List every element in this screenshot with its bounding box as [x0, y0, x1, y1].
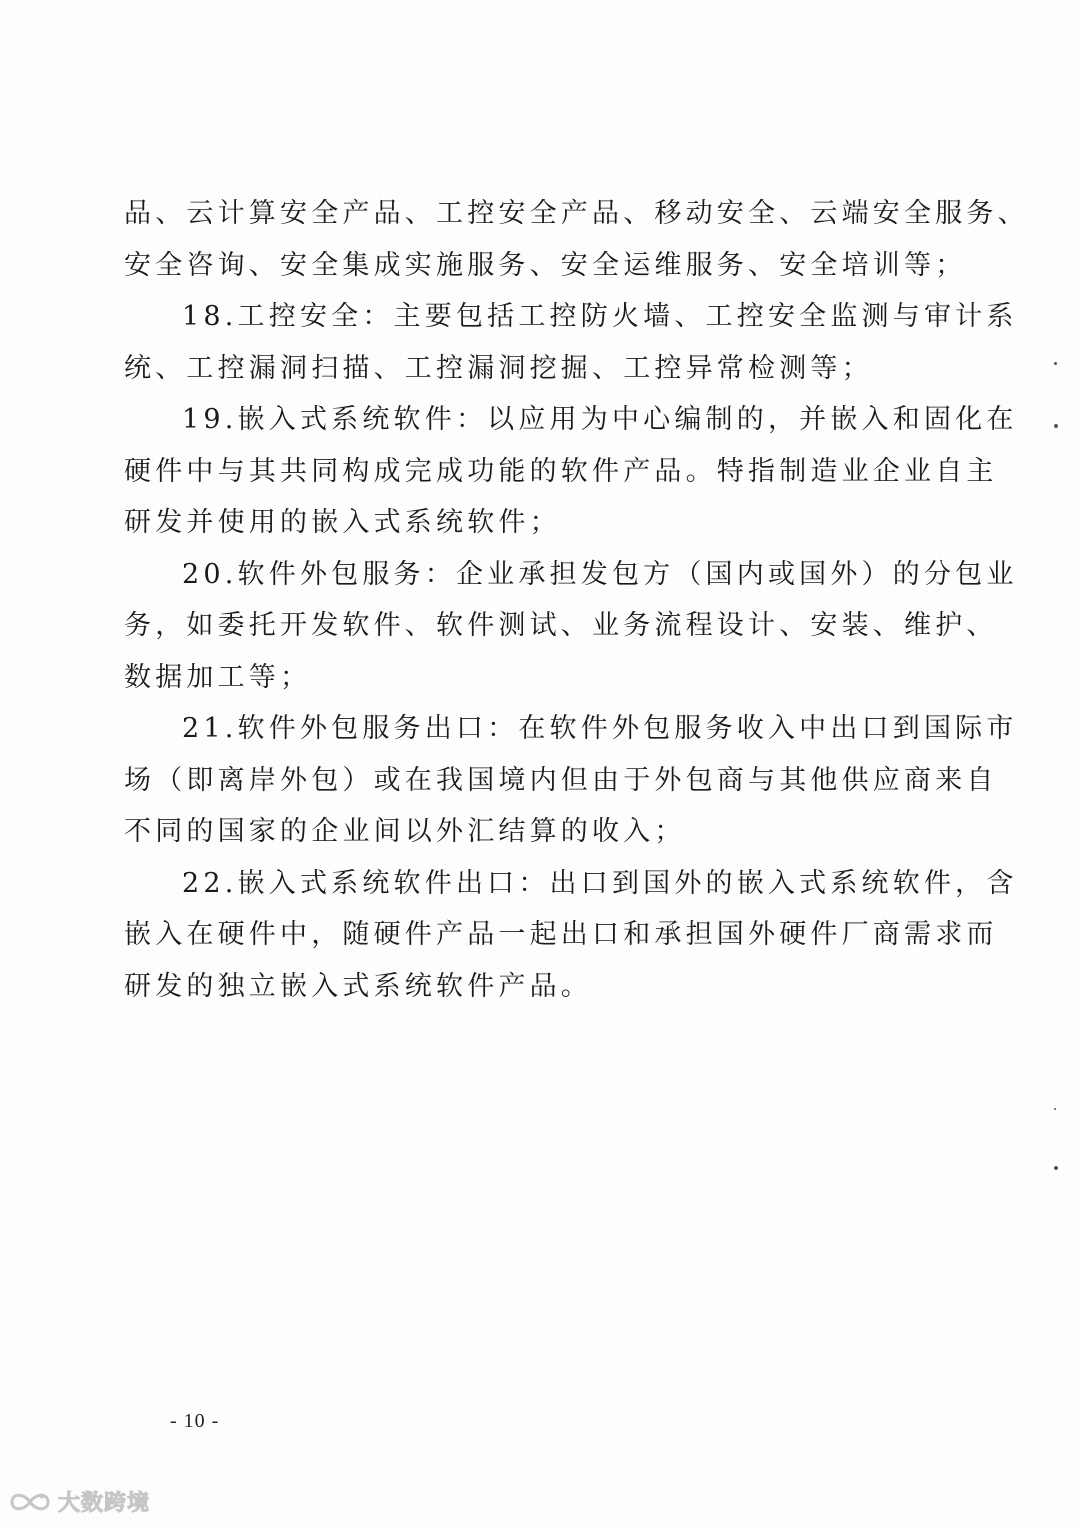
text-line: 硬件中与其共同构成完成功能的软件产品。特指制造业企业自主 — [124, 455, 998, 487]
text-line: 务，如委托开发软件、软件测试、业务流程设计、安装、维护、 — [124, 610, 998, 641]
scan-speck — [1054, 1166, 1058, 1170]
text-line: 嵌入在硬件中，随硬件产品一起出口和承担国外硬件厂商需求而 — [124, 919, 998, 950]
item-19-heading-line: 19.嵌入式系统软件：以应用为中心编制的，并嵌入和固化在 — [182, 404, 1018, 435]
text-line: 研发的独立嵌入式系统软件产品。 — [124, 970, 592, 1002]
watermark — [8, 1486, 150, 1517]
watermark-text: 大数跨境 — [58, 1491, 151, 1516]
infinity-logo-icon — [8, 1489, 52, 1515]
text-line: 数据加工等； — [124, 661, 312, 693]
item-21-heading-line: 21.软件外包服务出口：在软件外包服务收入中出口到国际市 — [182, 713, 1018, 744]
item-18-heading-line: 18.工控安全：主要包括工控防火墙、工控安全监测与审计系 — [182, 301, 1018, 332]
text-line: 安全咨询、安全集成实施服务、安全运维服务、安全培训等； — [124, 249, 967, 281]
page-number: - 10 - — [170, 1410, 220, 1432]
scan-speck — [1054, 424, 1058, 428]
scan-speck — [1054, 1108, 1056, 1110]
scan-speck — [1054, 362, 1057, 365]
text-line: 不同的国家的企业间以外汇结算的收入； — [124, 816, 686, 847]
item-20-heading-line: 20.软件外包服务：企业承担发包方（国内或国外）的分包业 — [182, 558, 1018, 590]
text-line: 统、工控漏洞扫描、工控漏洞挖掘、工控异常检测等； — [124, 352, 873, 384]
text-line: 研发并使用的嵌入式系统软件； — [124, 507, 561, 538]
text-line: 品、云计算安全产品、工控安全产品、移动安全、云端安全服务、 — [124, 198, 1029, 229]
text-line: 场（即离岸外包）或在我国境内但由于外包商与其他供应商来自 — [124, 764, 998, 796]
document-body — [124, 188, 1029, 1012]
item-22-heading-line: 22.嵌入式系统软件出口：出口到国外的嵌入式系统软件，含 — [182, 867, 1018, 899]
